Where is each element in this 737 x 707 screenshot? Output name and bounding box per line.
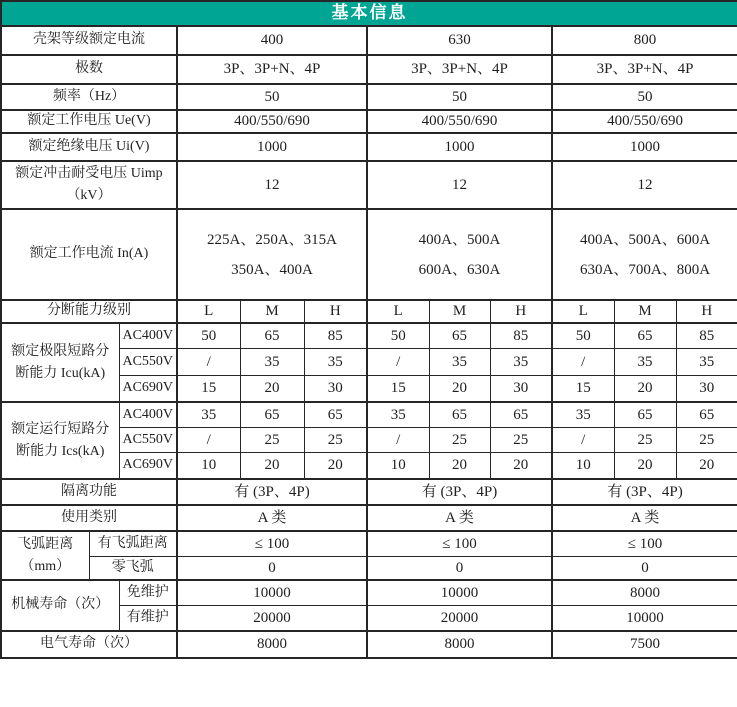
- mech-life-value: 10000: [367, 580, 552, 606]
- ics-value: 25: [429, 428, 490, 453]
- icu-sub-label: AC400V: [119, 323, 177, 349]
- table-row: [1, 479, 737, 505]
- rated-current-value: [552, 209, 737, 300]
- row-label-mech-life: 机械寿命（次）: [1, 580, 119, 631]
- row-label-ue: 额定工作电压 Ue(V): [1, 110, 177, 133]
- uimp-value: 12: [552, 161, 737, 209]
- icu-value: 20: [240, 376, 304, 403]
- poles-value: 3P、3P+N、4P: [367, 55, 552, 84]
- row-label-elec-life: 电气寿命（次）: [1, 631, 177, 658]
- ics-value: 35: [367, 402, 429, 428]
- category-value: A 类: [552, 505, 737, 531]
- uimp-label-line1: 额定冲击耐受电压 Uimp: [15, 166, 163, 181]
- grade-header: L: [367, 300, 429, 323]
- icu-value: 50: [177, 323, 240, 349]
- arc-label-line2: （mm）: [20, 558, 71, 574]
- table-row: [1, 531, 737, 557]
- frame-current-value: 400: [177, 26, 367, 55]
- ics-value: 65: [240, 402, 304, 428]
- table-row: [1, 580, 737, 606]
- ics-value: 10: [367, 453, 429, 480]
- table-row: [1, 26, 737, 55]
- rated-current-line2: 350A、400A: [231, 261, 313, 278]
- mech-life-value: 20000: [177, 606, 367, 632]
- mech-life-value: 10000: [177, 580, 367, 606]
- frame-current-value: 800: [552, 26, 737, 55]
- ue-value: 400/550/690: [552, 110, 737, 133]
- ics-value: 25: [240, 428, 304, 453]
- row-label-rated-current: 额定工作电流 In(A): [1, 209, 177, 300]
- elec-life-value: 8000: [367, 631, 552, 658]
- row-label-frame-current: 壳架等级额定电流: [1, 26, 177, 55]
- arc-sub-label: 有飞弧距离: [89, 531, 177, 557]
- ics-value: 35: [177, 402, 240, 428]
- icu-value: 30: [676, 376, 737, 403]
- row-label-icu: [1, 323, 119, 402]
- ics-value: 25: [614, 428, 676, 453]
- row-label-uimp: [1, 161, 177, 209]
- ics-value: /: [367, 428, 429, 453]
- category-value: A 类: [367, 505, 552, 531]
- table-row: [1, 557, 737, 581]
- table-row: [1, 84, 737, 110]
- uimp-value: 12: [367, 161, 552, 209]
- grade-header: M: [614, 300, 676, 323]
- rated-current-line1: 225A、250A、315A: [207, 231, 337, 248]
- icu-value: 35: [490, 349, 552, 376]
- row-label-ics: [1, 402, 119, 479]
- ui-value: 1000: [552, 133, 737, 161]
- icu-value: 85: [676, 323, 737, 349]
- rated-current-line2: 600A、630A: [418, 261, 501, 278]
- row-label-isolation: 隔离功能: [1, 479, 177, 505]
- frequency-value: 50: [367, 84, 552, 110]
- ue-value: 400/550/690: [367, 110, 552, 133]
- icu-value: 35: [240, 349, 304, 376]
- arc-value: ≤ 100: [367, 531, 552, 557]
- mech-life-value: 8000: [552, 580, 737, 606]
- ui-value: 1000: [177, 133, 367, 161]
- grade-header: M: [240, 300, 304, 323]
- grade-header: L: [552, 300, 614, 323]
- table-row: [1, 402, 737, 428]
- table-row: [1, 133, 737, 161]
- icu-value: 30: [490, 376, 552, 403]
- uimp-value: 12: [177, 161, 367, 209]
- ics-value: /: [177, 428, 240, 453]
- ui-value: 1000: [367, 133, 552, 161]
- ics-value: 10: [552, 453, 614, 480]
- isolation-value: 有 (3P、4P): [367, 479, 552, 505]
- rated-current-line1: 400A、500A、600A: [580, 231, 711, 248]
- ics-value: 25: [676, 428, 737, 453]
- icu-value: 50: [367, 323, 429, 349]
- grade-header: H: [676, 300, 737, 323]
- elec-life-value: 8000: [177, 631, 367, 658]
- mech-life-value: 20000: [367, 606, 552, 632]
- row-label-breaking-grade: 分断能力级别: [1, 300, 177, 323]
- icu-value: /: [367, 349, 429, 376]
- ics-sub-label: AC550V: [119, 428, 177, 453]
- ics-value: 20: [676, 453, 737, 480]
- icu-value: 30: [304, 376, 367, 403]
- table-row: [1, 631, 737, 658]
- ics-value: 25: [490, 428, 552, 453]
- ics-value: 65: [614, 402, 676, 428]
- ics-value: 65: [429, 402, 490, 428]
- uimp-label-line2: （kV）: [66, 188, 112, 203]
- icu-value: /: [552, 349, 614, 376]
- rated-current-value: [367, 209, 552, 300]
- poles-value: 3P、3P+N、4P: [177, 55, 367, 84]
- table-row: [1, 110, 737, 133]
- rated-current-line1: 400A、500A: [418, 231, 501, 248]
- row-label-ui: 额定绝缘电压 Ui(V): [1, 133, 177, 161]
- ics-value: 65: [490, 402, 552, 428]
- ics-value: 65: [676, 402, 737, 428]
- arc-label-line1: 飞弧距离: [17, 536, 74, 552]
- mech-life-value: 10000: [552, 606, 737, 632]
- table-row: [1, 161, 737, 209]
- arc-value: ≤ 100: [552, 531, 737, 557]
- arc-value: ≤ 100: [177, 531, 367, 557]
- grade-header: H: [304, 300, 367, 323]
- icu-value: 85: [490, 323, 552, 349]
- icu-label-line1: 额定极限短路分: [11, 343, 110, 359]
- icu-value: 65: [429, 323, 490, 349]
- icu-value: 15: [177, 376, 240, 403]
- ics-label-line1: 额定运行短路分: [11, 421, 110, 437]
- table-row: [1, 300, 737, 323]
- icu-value: 20: [614, 376, 676, 403]
- arc-value: 0: [177, 557, 367, 581]
- frame-current-value: 630: [367, 26, 552, 55]
- arc-value: 0: [367, 557, 552, 581]
- grade-header: H: [490, 300, 552, 323]
- elec-life-value: 7500: [552, 631, 737, 658]
- icu-value: 35: [304, 349, 367, 376]
- isolation-value: 有 (3P、4P): [552, 479, 737, 505]
- ics-value: 20: [490, 453, 552, 480]
- icu-value: 35: [614, 349, 676, 376]
- ics-value: /: [552, 428, 614, 453]
- table-row: [1, 55, 737, 84]
- poles-value: 3P、3P+N、4P: [552, 55, 737, 84]
- table-row: [1, 505, 737, 531]
- icu-sub-label: AC690V: [119, 376, 177, 403]
- row-label-category: 使用类别: [1, 505, 177, 531]
- rated-current-value: [177, 209, 367, 300]
- icu-value: 35: [429, 349, 490, 376]
- ics-value: 35: [552, 402, 614, 428]
- icu-value: 50: [552, 323, 614, 349]
- ics-value: 20: [429, 453, 490, 480]
- table-title: 基本信息: [1, 1, 737, 26]
- rated-current-line2: 630A、700A、800A: [580, 261, 711, 278]
- ics-value: 20: [614, 453, 676, 480]
- icu-value: 65: [240, 323, 304, 349]
- icu-value: 20: [429, 376, 490, 403]
- arc-value: 0: [552, 557, 737, 581]
- icu-value: 85: [304, 323, 367, 349]
- icu-label-line2: 断能力 Icu(kA): [15, 365, 106, 381]
- icu-sub-label: AC550V: [119, 349, 177, 376]
- row-label-frequency: 频率（Hz）: [1, 84, 177, 110]
- isolation-value: 有 (3P、4P): [177, 479, 367, 505]
- ics-value: 20: [304, 453, 367, 480]
- row-label-poles: 极数: [1, 55, 177, 84]
- row-label-arc-distance: [1, 531, 89, 580]
- ics-label-line2: 断能力 Ics(kA): [16, 443, 105, 459]
- mech-life-sub-label: 有维护: [119, 606, 177, 632]
- icu-value: 15: [367, 376, 429, 403]
- grade-header: M: [429, 300, 490, 323]
- grade-header: L: [177, 300, 240, 323]
- icu-value: 35: [676, 349, 737, 376]
- category-value: A 类: [177, 505, 367, 531]
- frequency-value: 50: [177, 84, 367, 110]
- icu-value: /: [177, 349, 240, 376]
- ics-value: 25: [304, 428, 367, 453]
- table-row: [1, 209, 737, 300]
- ics-sub-label: AC690V: [119, 453, 177, 480]
- ics-sub-label: AC400V: [119, 402, 177, 428]
- mech-life-sub-label: 免维护: [119, 580, 177, 606]
- arc-sub-label: 零飞弧: [89, 557, 177, 581]
- frequency-value: 50: [552, 84, 737, 110]
- ue-value: 400/550/690: [177, 110, 367, 133]
- ics-value: 20: [240, 453, 304, 480]
- table-row: [1, 323, 737, 349]
- icu-value: 65: [614, 323, 676, 349]
- ics-value: 65: [304, 402, 367, 428]
- icu-value: 15: [552, 376, 614, 403]
- ics-value: 10: [177, 453, 240, 480]
